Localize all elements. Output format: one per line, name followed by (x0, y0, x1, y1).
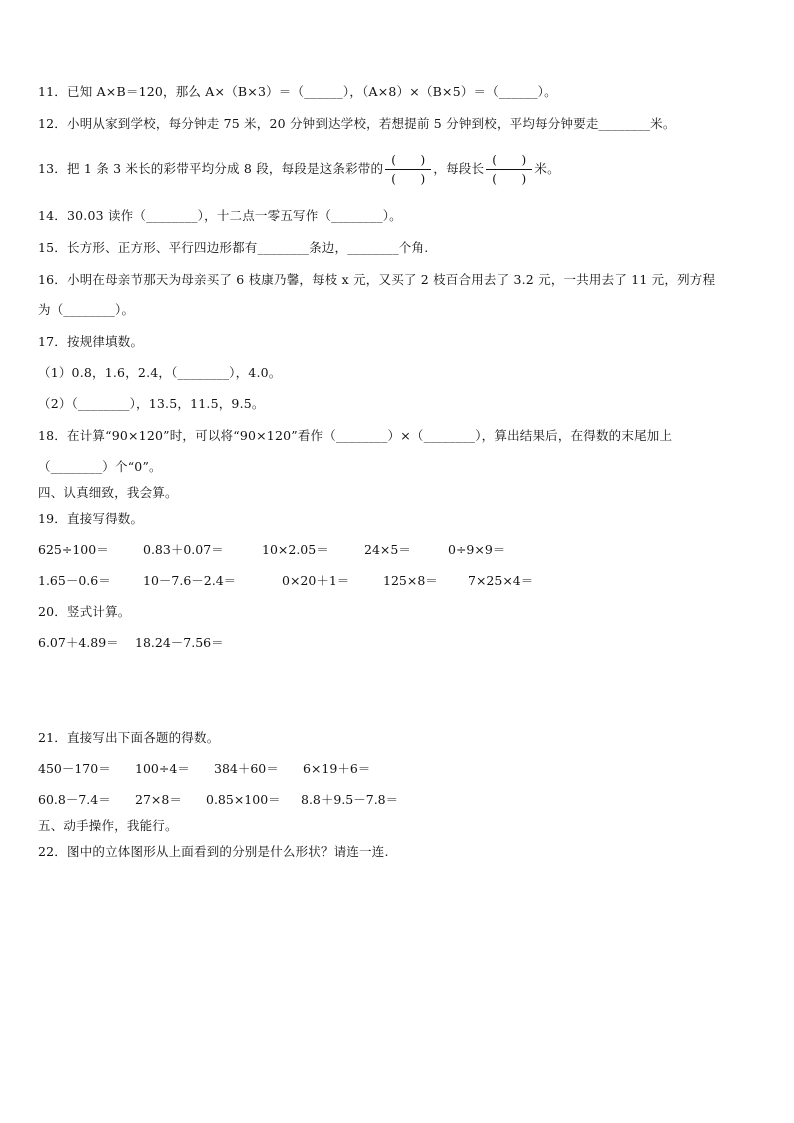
fraction-numerator: ( ) (492, 153, 527, 167)
calc-item: 6×19＋6＝ (303, 761, 371, 776)
calc-item: 625÷100＝ (38, 542, 109, 557)
question-21: 21．直接写出下面各题的得数。 (38, 730, 220, 745)
fraction-denominator: ( ) (492, 172, 527, 186)
calc-item: 10－7.6－2.4＝ (143, 573, 237, 588)
calc-item: 1.65－0.6＝ (38, 573, 111, 588)
question-19-row-1 (38, 541, 758, 559)
question-13-text-a: 13．把 1 条 3 米长的彩带平均分成 8 段，每段是这条彩带的 (38, 161, 384, 176)
question-21-row-2 (38, 791, 758, 809)
question-15: 15．长方形、正方形、平行四边形都有________条边，________个角. (38, 240, 429, 255)
calc-item: 8.8＋9.5－7.8＝ (301, 792, 399, 807)
question-12: 12．小明从家到学校，每分钟走 75 米，20 分钟到达学校，若想提前 5 分钟到校，平均每分钟要走________米。 (38, 116, 676, 131)
calc-item: 0÷9×9＝ (448, 542, 506, 557)
question-21-row-1 (38, 760, 758, 778)
question-22: 22．图中的立体图形从上面看到的分别是什么形状？请连一连. (38, 844, 389, 859)
fraction-numerator: ( ) (391, 153, 426, 167)
question-20: 20．竖式计算。 (38, 604, 131, 619)
calc-item: 6.07＋4.89＝ (38, 635, 119, 650)
calc-item: 125×8＝ (383, 573, 438, 588)
section-4-heading: 四、认真细致，我会算。 (38, 485, 178, 500)
question-13-text-c: 米。 (534, 161, 560, 176)
calc-item: 100÷4＝ (135, 761, 190, 776)
calc-item: 0.85×100＝ (206, 792, 281, 807)
fraction-blank-1 (385, 153, 431, 186)
calc-item: 7×25×4＝ (468, 573, 534, 588)
question-13 (38, 148, 560, 190)
calc-item: 60.8－7.4＝ (38, 792, 111, 807)
question-13-text-b: ，每段长 (433, 161, 485, 176)
question-16-line-1: 16．小明在母亲节那天为母亲买了 6 枝康乃馨，每枝 x 元，又买了 2 枝百合用去了 3.2 元，一共用去了 11 元，列方程 (38, 272, 716, 287)
question-19: 19．直接写得数。 (38, 511, 144, 526)
question-16-line-2: 为（________）。 (38, 302, 135, 317)
calc-item: 0×20＋1＝ (282, 573, 350, 588)
calc-item: 384＋60＝ (214, 761, 279, 776)
calc-item: 24×5＝ (364, 542, 411, 557)
calc-item: 0.83＋0.07＝ (143, 542, 224, 557)
calc-item: 27×8＝ (135, 792, 182, 807)
question-17-part-2: （2）（________），13.5，11.5，9.5。 (38, 396, 265, 411)
question-17-part-1: （1）0.8，1.6，2.4，（________），4.0。 (38, 365, 282, 380)
question-11: 11．已知 A×B＝120，那么 A×（B×3）＝（______），（A×8）×（B×5）＝（______）。 (38, 84, 557, 99)
question-17: 17．按规律填数。 (38, 334, 144, 349)
question-18-line-2: （________）个“0”。 (38, 459, 162, 474)
question-14: 14．30.03 读作（________），十二点一零五写作（________）。 (38, 208, 402, 223)
fraction-denominator: ( ) (391, 172, 426, 186)
fraction-blank-2 (486, 153, 532, 186)
question-18-line-1: 18．在计算“90×120”时，可以将“90×120”看作（________）×（________），算出结果后，在得数的末尾加上 (38, 428, 673, 443)
calc-item: 18.24－7.56＝ (135, 635, 224, 650)
question-20-row (38, 634, 758, 652)
section-5-heading: 五、动手操作，我能行。 (38, 818, 178, 833)
calc-item: 450－170＝ (38, 761, 111, 776)
calc-item: 10×2.05＝ (262, 542, 329, 557)
question-19-row-2 (38, 572, 758, 590)
